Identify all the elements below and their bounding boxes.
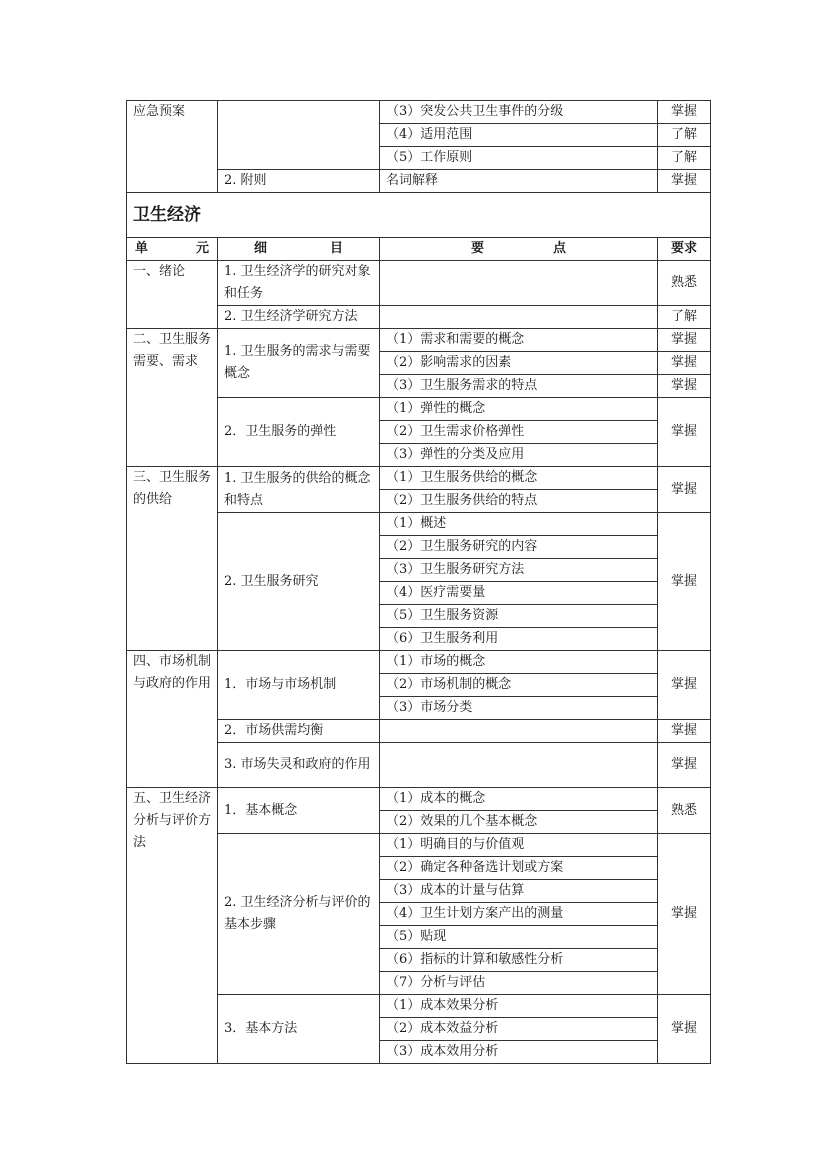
requirement-cell: 了解 (658, 147, 711, 170)
point-cell: 名词解释 (380, 170, 658, 193)
header-text: 细 (254, 241, 268, 256)
unit-cell: 三、卫生服务的供给 (127, 467, 218, 651)
detail-cell: 2. 卫生服务研究 (218, 513, 380, 651)
table-row (127, 261, 711, 306)
point-cell: （3）成本的计量与估算 (380, 880, 658, 903)
detail-cell: 2. 卫生经济分析与评价的基本步骤 (218, 834, 380, 995)
requirement-cell: 掌握 (658, 398, 711, 467)
detail-cell (218, 101, 380, 170)
point-cell: （2）市场机制的概念 (380, 674, 658, 697)
header-text: 元 (195, 241, 209, 256)
table-row (127, 788, 711, 811)
point-cell: （3）成本效用分析 (380, 1041, 658, 1064)
detail-cell: 2．市场供需均衡 (218, 720, 380, 743)
requirement-cell: 掌握 (658, 101, 711, 124)
header-text: 目 (329, 241, 343, 256)
header-requirement: 要求 (658, 238, 711, 261)
requirement-cell: 掌握 (658, 834, 711, 995)
requirement-cell: 掌握 (658, 170, 711, 193)
point-cell: （1）弹性的概念 (380, 398, 658, 421)
header-text: 点 (552, 241, 566, 256)
point-cell: （3）卫生服务研究方法 (380, 559, 658, 582)
section-title: 卫生经济 (127, 193, 711, 238)
requirement-cell: 熟悉 (658, 261, 711, 306)
unit-cell: 一、绪论 (127, 261, 218, 329)
point-cell: （2）确定各种备选计划或方案 (380, 857, 658, 880)
requirement-cell: 掌握 (658, 513, 711, 651)
requirement-cell: 掌握 (658, 329, 711, 352)
point-cell: （3）突发公共卫生事件的分级 (380, 101, 658, 124)
requirement-cell: 掌握 (658, 651, 711, 720)
point-cell: （3）市场分类 (380, 697, 658, 720)
detail-cell: 1. 卫生经济学的研究对象和任务 (218, 261, 380, 306)
point-cell (380, 743, 658, 788)
point-cell: （2）效果的几个基本概念 (380, 811, 658, 834)
point-cell: （1）明确目的与价值观 (380, 834, 658, 857)
unit-cell: 四、市场机制与政府的作用 (127, 651, 218, 788)
requirement-cell: 掌握 (658, 352, 711, 375)
header-unit (127, 238, 218, 261)
detail-cell: 1. 卫生服务的需求与需要概念 (218, 329, 380, 398)
point-cell: （5）贴现 (380, 926, 658, 949)
point-cell: （1）成本效果分析 (380, 995, 658, 1018)
point-cell: （2）影响需求的因素 (380, 352, 658, 375)
header-point (380, 238, 658, 261)
point-cell (380, 306, 658, 329)
point-cell: （4）适用范围 (380, 124, 658, 147)
header-row (127, 238, 711, 261)
requirement-cell: 掌握 (658, 467, 711, 513)
requirement-cell: 了解 (658, 306, 711, 329)
section-row (127, 193, 711, 238)
point-cell: （1）成本的概念 (380, 788, 658, 811)
table-row (127, 101, 711, 124)
requirement-cell: 熟悉 (658, 788, 711, 834)
unit-cell: 二、卫生服务需要、需求 (127, 329, 218, 467)
point-cell (380, 720, 658, 743)
header-text: 单 (135, 241, 149, 256)
table-row (127, 467, 711, 490)
table-row (127, 329, 711, 352)
point-cell: （2）卫生需求价格弹性 (380, 421, 658, 444)
requirement-cell: 掌握 (658, 743, 711, 788)
detail-cell: 2．卫生服务的弹性 (218, 398, 380, 467)
point-cell: （4）卫生计划方案产出的测量 (380, 903, 658, 926)
point-cell (380, 261, 658, 306)
detail-cell: 1．市场与市场机制 (218, 651, 380, 720)
point-cell: （1）概述 (380, 513, 658, 536)
point-cell: （4）医疗需要量 (380, 582, 658, 605)
requirement-cell: 掌握 (658, 720, 711, 743)
detail-cell: 2. 卫生经济学研究方法 (218, 306, 380, 329)
point-cell: （6）指标的计算和敏感性分析 (380, 949, 658, 972)
point-cell: （7）分析与评估 (380, 972, 658, 995)
point-cell: （3）卫生服务需求的特点 (380, 375, 658, 398)
syllabus-table (126, 100, 711, 1064)
header-detail (218, 238, 380, 261)
point-cell: （6）卫生服务利用 (380, 628, 658, 651)
point-cell: （1）需求和需要的概念 (380, 329, 658, 352)
unit-cell: 五、卫生经济分析与评价方法 (127, 788, 218, 1064)
unit-cell: 应急预案 (127, 101, 218, 193)
point-cell: （2）成本效益分析 (380, 1018, 658, 1041)
point-cell: （3）弹性的分类及应用 (380, 444, 658, 467)
point-cell: （2）卫生服务供给的特点 (380, 490, 658, 513)
table-row (127, 651, 711, 674)
requirement-cell: 掌握 (658, 375, 711, 398)
detail-cell: 3．基本方法 (218, 995, 380, 1064)
detail-cell: 1. 卫生服务的供给的概念和特点 (218, 467, 380, 513)
point-cell: （5）工作原则 (380, 147, 658, 170)
detail-cell: 2. 附则 (218, 170, 380, 193)
detail-cell: 1．基本概念 (218, 788, 380, 834)
detail-cell: 3. 市场失灵和政府的作用 (218, 743, 380, 788)
requirement-cell: 了解 (658, 124, 711, 147)
point-cell: （2）卫生服务研究的内容 (380, 536, 658, 559)
point-cell: （1）卫生服务供给的概念 (380, 467, 658, 490)
header-text: 要 (471, 241, 485, 256)
point-cell: （1）市场的概念 (380, 651, 658, 674)
point-cell: （5）卫生服务资源 (380, 605, 658, 628)
requirement-cell: 掌握 (658, 995, 711, 1064)
